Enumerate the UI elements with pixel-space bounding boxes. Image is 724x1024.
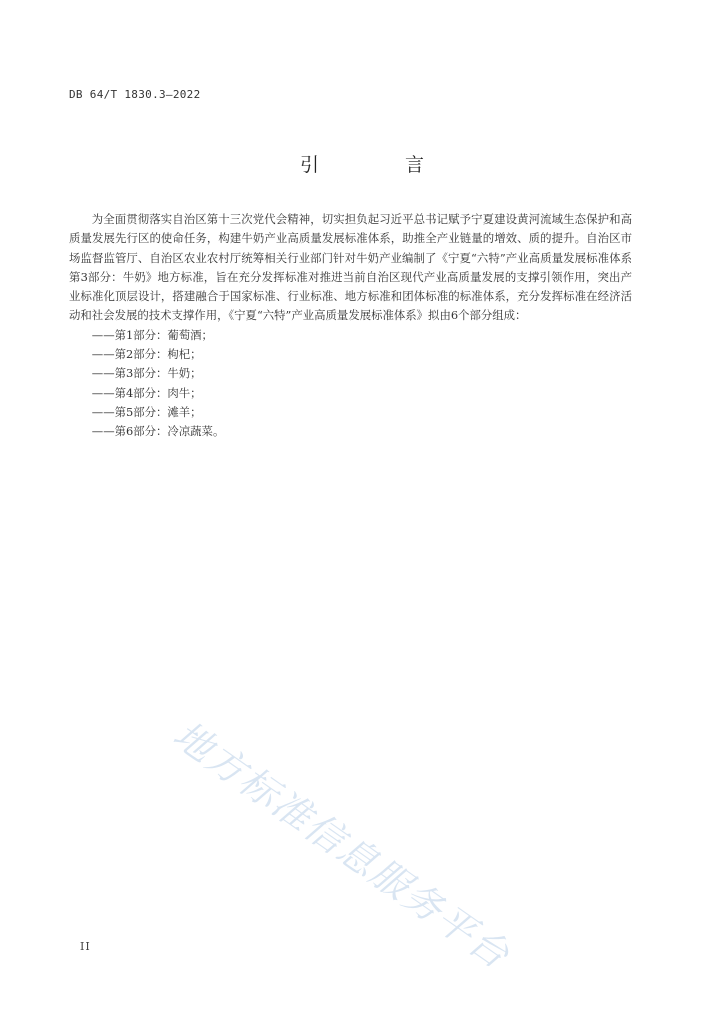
list-item: ——第6部分：冷凉蔬菜。 [91, 424, 225, 439]
standard-number: DB 64/T 1830.3—2022 [69, 88, 201, 101]
page-number: II [80, 940, 91, 953]
list-item: ——第1部分：葡萄酒； [91, 327, 213, 342]
list-item: ——第4部分：肉牛； [91, 385, 202, 400]
page-title: 引 言 [299, 154, 465, 176]
list-item: ——第5部分：滩羊； [91, 404, 202, 419]
document-body [69, 210, 632, 442]
list-item: ——第2部分：枸杞； [91, 347, 202, 362]
intro-paragraph: 为全面贯彻落实自治区第十三次党代会精神，切实担负起习近平总书记赋予宁夏建设黄河流域生态保护和高质量发展先行区的使命任务，构建牛奶产业高质量发展标准体系，助推全产业链量的增效、质的提升。自治区市场监督监管厅、自治区农业农村厅统筹相关行业部门针对牛奶产业编制了《宁夏“六特”产业高质量发展标准体系 第3部分：牛奶》地方标准，旨在充分发挥标准对推进当前自治区现代产业高质量发展的支撑引领作用，突出产业标准化顶层设计，搭建融合于国家标准、行业标准、地方标准和团体标准的标准体系，充分发挥标准在经济活动和社会发展的技术支撑作用，《宁夏“六特”产业高质量发展标准体系》拟由6个部分组成： [69, 212, 632, 323]
parts-list [69, 326, 632, 442]
list-item: ——第3部分：牛奶； [91, 366, 202, 381]
watermark: 地方标准信息服务平台 [165, 712, 519, 978]
